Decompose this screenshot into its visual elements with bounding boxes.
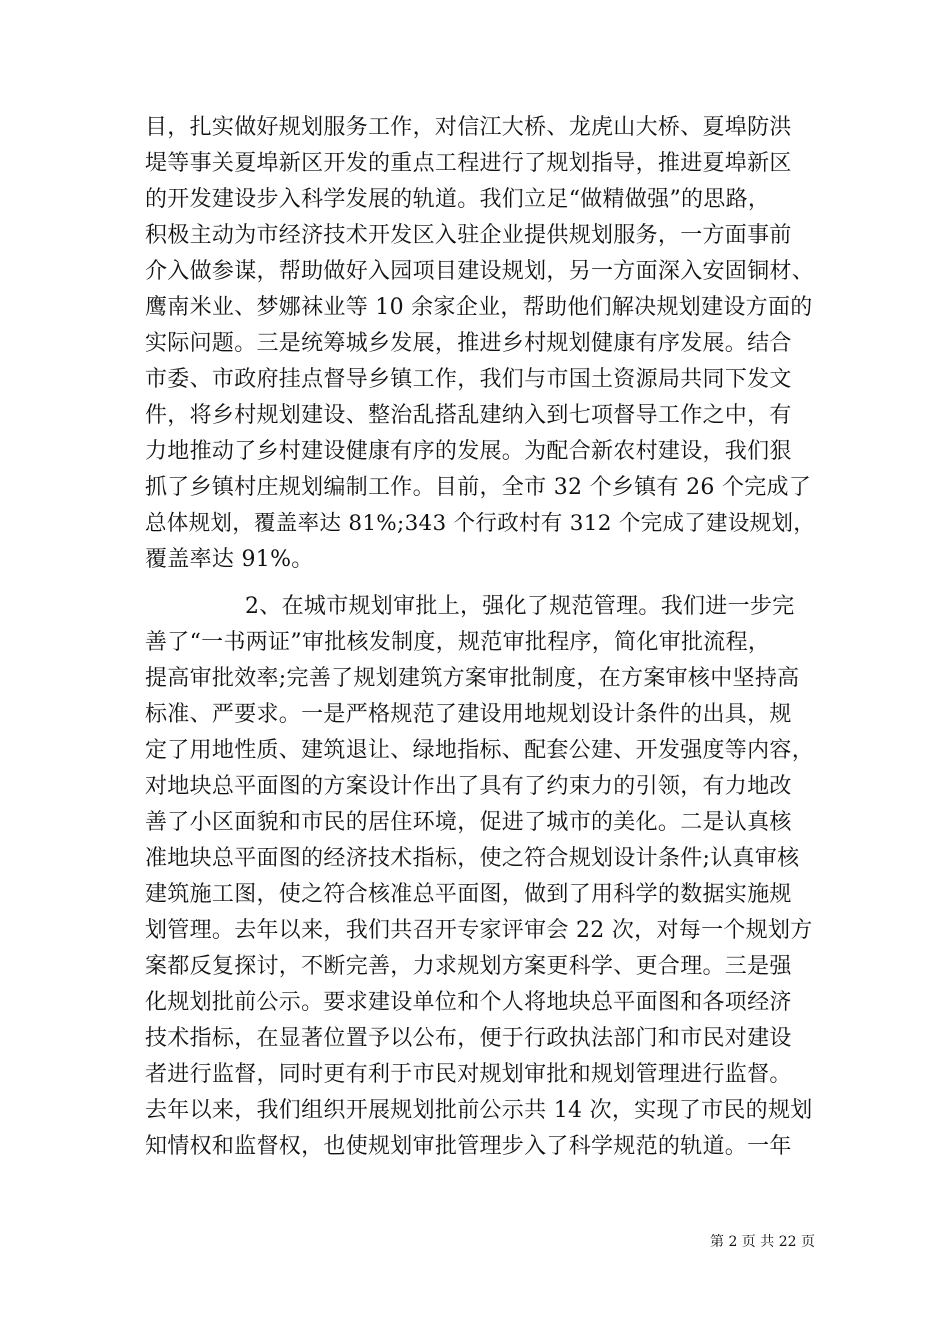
body-line: 覆盖率达 91%。 xyxy=(145,547,314,572)
body-line: 善了“一书两证”审批核发制度，规范审批程序，简化审批流程， xyxy=(145,630,771,655)
body-line: 者进行监督，同时更有利于市民对规划审批和规划管理进行监督。 xyxy=(145,1062,792,1087)
body-line: 鹰南米业、梦娜袜业等 10 余家企业，帮助他们解决规划建设方面的 xyxy=(145,295,813,320)
body-line: 案都反复探讨，不断完善，力求规划方案更科学、更合理。三是强 xyxy=(145,954,792,979)
body-line: 堤等事关夏埠新区开发的重点工程进行了规划指导，推进夏埠新区 xyxy=(145,151,792,176)
body-line: 对地块总平面图的方案设计作出了具有了约束力的引领，有力地改 xyxy=(145,774,792,799)
body-line: 目，扎实做好规划服务工作，对信江大桥、龙虎山大桥、夏埠防洪 xyxy=(145,115,792,140)
body-line: 划管理。去年以来，我们共召开专家评审会 22 次，对每一个规划方 xyxy=(145,918,813,943)
body-line: 定了用地性质、建筑退让、绿地指标、配套公建、开发强度等内容， xyxy=(145,738,815,763)
body-line: 力地推动了乡村建设健康有序的发展。为配合新农村建设，我们狠 xyxy=(145,439,792,464)
body-line: 市委、市政府挂点督导乡镇工作，我们与市国土资源局共同下发文 xyxy=(145,367,792,392)
body-line: 积极主动为市经济技术开发区入驻企业提供规划服务，一方面事前 xyxy=(145,223,792,248)
body-line: 标准、严要求。一是严格规范了建设用地规划设计条件的出具，规 xyxy=(145,702,792,727)
section-2-first-line: 2、在城市规划审批上，强化了规范管理。我们进一步完 xyxy=(245,594,795,619)
body-line: 知情权和监督权，也使规划审批管理步入了科学规范的轨道。一年 xyxy=(145,1134,792,1159)
page-number-footer: 第 2 页 共 22 页 xyxy=(710,1234,815,1250)
body-line: 去年以来，我们组织开展规划批前公示共 14 次，实现了市民的规划 xyxy=(145,1098,813,1123)
body-line: 技术指标，在显著位置予以公布，便于行政执法部门和市民对建设 xyxy=(145,1026,792,1051)
body-line: 善了小区面貌和市民的居住环境，促进了城市的美化。二是认真核 xyxy=(145,810,792,835)
body-line: 抓了乡镇村庄规划编制工作。目前，全市 32 个乡镇有 26 个完成了 xyxy=(145,475,812,500)
body-line: 化规划批前公示。要求建设单位和个人将地块总平面图和各项经济 xyxy=(145,990,792,1015)
body-line: 准地块总平面图的经济技术指标，使之符合规划设计条件;认真审核 xyxy=(145,846,800,871)
body-line: 建筑施工图，使之符合核准总平面图，做到了用科学的数据实施规 xyxy=(145,882,792,907)
body-line: 实际问题。三是统筹城乡发展，推进乡村规划健康有序发展。结合 xyxy=(145,331,792,356)
body-line: 的开发建设步入科学发展的轨道。我们立足“做精做强”的思路， xyxy=(145,187,771,212)
body-line: 介入做参谋，帮助做好入园项目建设规划，另一方面深入安固铜材、 xyxy=(145,259,815,284)
body-line: 总体规划，覆盖率达 81%;343 个行政村有 312 个完成了建设规划， xyxy=(145,511,816,536)
body-line: 提高审批效率;完善了规划建筑方案审批制度，在方案审核中坚持高 xyxy=(145,666,800,691)
body-line: 件，将乡村规划建设、整治乱搭乱建纳入到七项督导工作之中，有 xyxy=(145,403,792,428)
